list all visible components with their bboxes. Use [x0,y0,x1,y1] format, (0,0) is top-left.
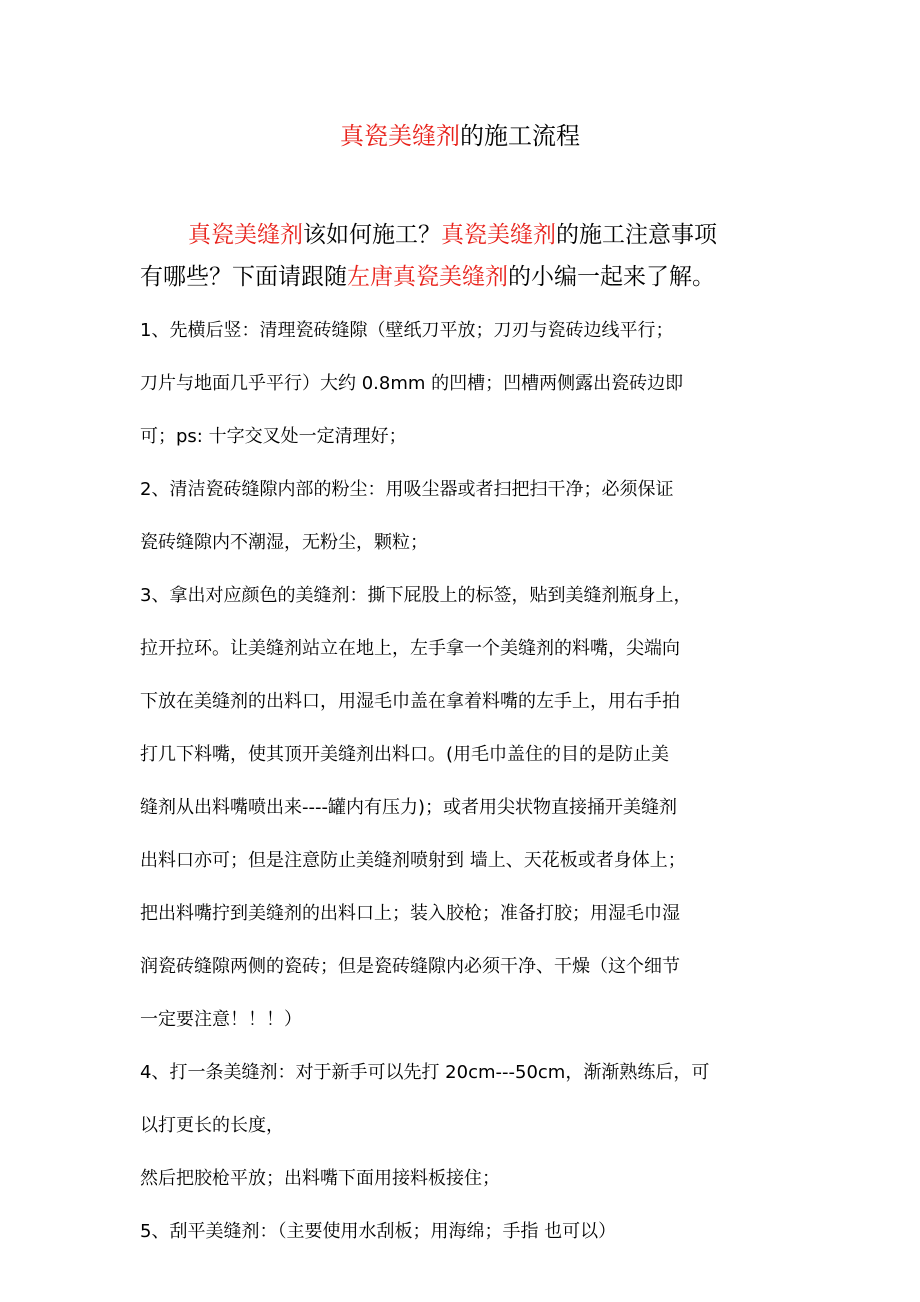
step-4-line: 以打更长的长度， [140,1115,284,1136]
steps-body [140,313,800,1250]
title-highlight: 真瓷美缝剂 [340,122,460,150]
step-2-line: 瓷砖缝隙内不潮湿，无粉尘，颗粒； [140,532,428,553]
step-3-line: 缝剂从出料嘴喷出来----罐内有压力)；或者用尖状物直接捅开美缝剂 [140,797,677,818]
step-3-line: 润瓷砖缝隙两侧的瓷砖；但是瓷砖缝隙内必须干净、干燥（这个细节 [140,956,680,977]
step-4-line: 4、打一条美缝剂：对于新手可以先打 20cm---50cm，渐渐熟练后，可 [140,1062,710,1083]
intro-highlight: 真瓷美缝剂 [188,222,303,248]
intro-highlight: 真瓷美缝剂 [441,222,556,248]
step-1-line: 1、先横后竖：清理瓷砖缝隙（壁纸刀平放；刀刃与瓷砖边线平行； [140,320,674,341]
step-3-line: 3、拿出对应颜色的美缝剂：撕下屁股上的标签，贴到美缝剂瓶身上， [140,585,692,606]
step-2-line: 2、清洁瓷砖缝隙内部的粉尘：用吸尘器或者扫把扫干净；必须保证 [140,479,674,500]
title-rest: 的施工流程 [460,122,580,150]
page-title [0,118,920,154]
step-3-line: 打几下料嘴，使其顶开美缝剂出料口。(用毛巾盖住的目的是防止美 [140,744,670,765]
step-3-line: 一定要注意！！！） [140,1009,302,1030]
step-3-line: 出料口亦可；但是注意防止美缝剂喷射到 墙上、天花板或者身体上； [140,850,686,871]
step-3-line: 把出料嘴拧到美缝剂的出料口上；装入胶枪；准备打胶；用湿毛巾湿 [140,903,680,924]
step-5-line: 5、刮平美缝剂：（主要使用水刮板；用海绵；手指 也可以） [140,1221,617,1242]
intro-paragraph [140,214,800,298]
step-4-line: 然后把胶枪平放；出料嘴下面用接料板接住； [140,1168,500,1189]
step-3-line: 下放在美缝剂的出料口，用湿毛巾盖在拿着料嘴的左手上，用右手拍 [140,691,680,712]
intro-line [140,256,800,298]
intro-text: 的小编一起来了解。 [508,264,715,290]
intro-highlight: 左唐真瓷美缝剂 [347,264,508,290]
intro-text: 的施工注意事项 [556,222,717,248]
step-1-line: 刀片与地面几乎平行）大约 0.8mm 的凹槽；凹槽两侧露出瓷砖边即 [140,373,684,394]
intro-line [140,214,800,256]
step-1-line: 可；ps: 十字交叉处一定清理好； [140,426,407,447]
intro-text: 有哪些？下面请跟随 [140,264,347,290]
intro-text: 该如何施工？ [303,222,441,248]
step-3-line: 拉开拉环。让美缝剂站立在地上，左手拿一个美缝剂的料嘴，尖端向 [140,638,680,659]
